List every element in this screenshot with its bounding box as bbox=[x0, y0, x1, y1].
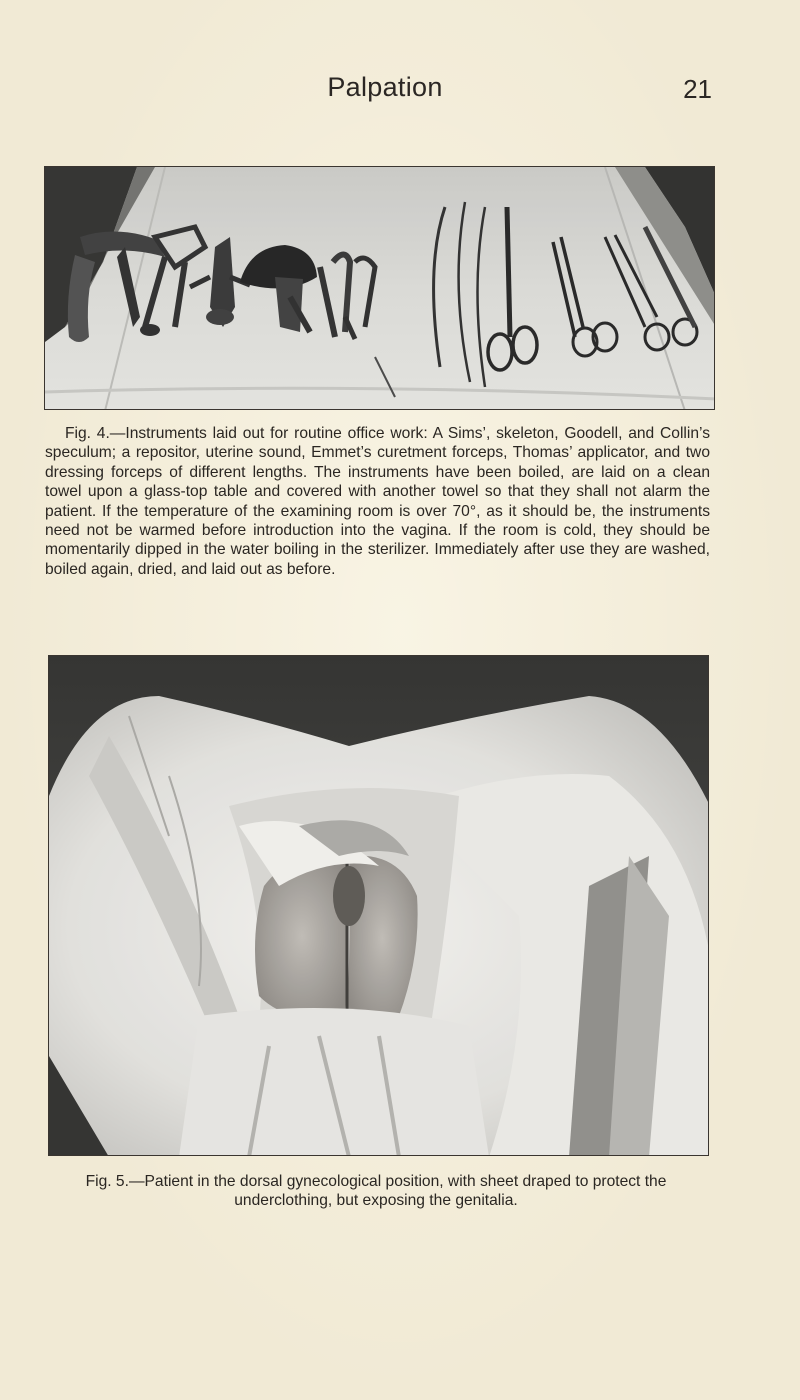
running-head bbox=[0, 72, 800, 112]
figure-5-caption: Fig. 5.—Patient in the dorsal gynecological position, with sheet draped to protect the underclothing, but exposing the genitalia. bbox=[85, 1173, 667, 1210]
figure-4-caption: Fig. 4.—Instruments laid out for routine office work: A Sims’, skeleton, Goodell, and Collin’s speculum; a repositor, uterine sound, Emmet’s curetment forceps, Thomas’ applicator, and two dressing forceps of different lengths. The instruments have been boiled, are laid on a clean towel upon a glass-top table and covered with another towel so that they shall not alarm the patient. If the temperature of the examining room is over 70°, as it should be, the instruments need not be warmed before introduction into the vagina. If the room is cold, they should be momentarily dipped in the water boiling in the sterilizer. Immediately after use they are washed, boiled again, dried, and laid out as before. bbox=[45, 425, 710, 578]
figure-4-photograph bbox=[44, 166, 715, 410]
page-title: Palpation bbox=[327, 72, 443, 102]
page-number: 21 bbox=[683, 74, 712, 104]
figure-5-photograph bbox=[48, 655, 709, 1156]
